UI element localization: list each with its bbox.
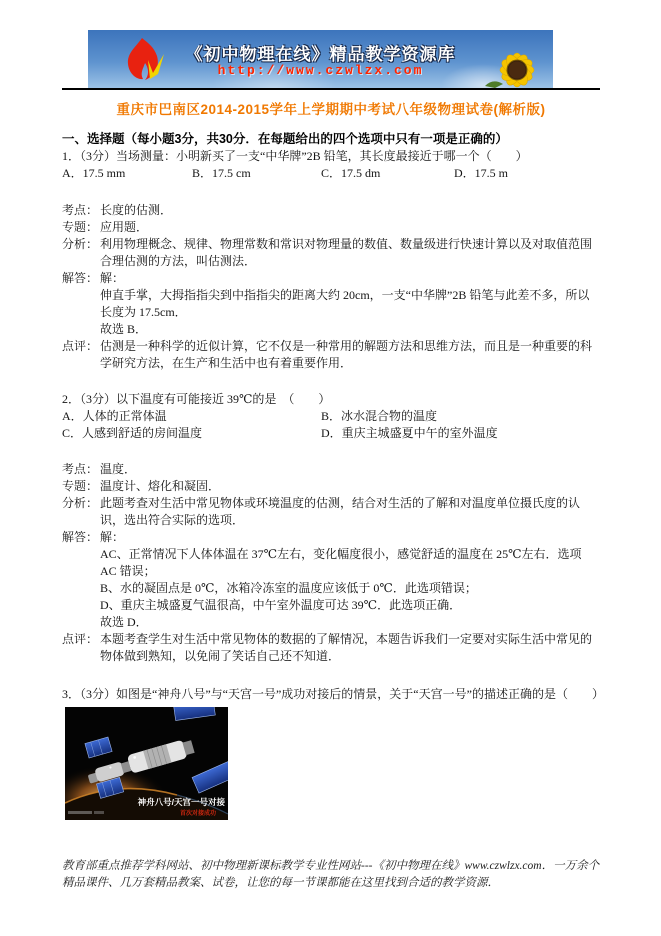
q1-jieda-line: 解： bbox=[100, 271, 125, 285]
jieda-label: 解答： bbox=[62, 271, 99, 285]
option-d: D．重庆主城盛夏中午的室外温度 bbox=[321, 426, 498, 440]
page-title: 重庆市巴南区2014-2015学年上学期期中考试八年级物理试卷(解析版) bbox=[116, 102, 546, 117]
dianping-label: 点评： bbox=[62, 632, 99, 646]
spacecraft-docking-image bbox=[65, 707, 228, 820]
q1-dianping-row bbox=[62, 338, 600, 372]
option-c: C．17.5 dm bbox=[321, 166, 381, 180]
option-a: A．17.5 mm bbox=[62, 166, 126, 180]
fenxi-label: 分析： bbox=[62, 496, 99, 510]
site-logo-icon bbox=[120, 36, 166, 82]
image-subcaption: 首次对接成功 bbox=[179, 811, 217, 817]
q2-jieda bbox=[100, 529, 600, 631]
q1-kaodian: 长度的估测． bbox=[100, 203, 173, 217]
kaodian-label: 考点： bbox=[62, 203, 99, 217]
jieda-label: 解答： bbox=[62, 530, 99, 544]
kaodian-label: 考点： bbox=[62, 462, 99, 476]
q2-fenxi: 此题考查对生活中常见物体或环境温度的估测，结合对生活的了解和对温度单位摄氏度的认识，选出符合实际的选项． bbox=[100, 496, 581, 527]
q2-jieda-row bbox=[62, 529, 600, 631]
q2-jieda-line: D、重庆主城盛夏气温很高，中午室外温度可达 39℃．此选项正确． bbox=[100, 598, 462, 612]
q2-jieda-line: AC、正常情况下人体体温在 37℃左右，变化幅度很小，感觉舒适的温度在 25℃左右．选项 AC 错误； bbox=[100, 547, 582, 578]
q1-zhuanti: 应用题． bbox=[100, 220, 149, 234]
q1-jieda-row bbox=[62, 270, 600, 338]
question-2-options bbox=[62, 408, 600, 442]
q2-jieda-line: B、水的凝固点是 0℃，冰箱冷冻室的温度应该低于 0℃．此选项错误； bbox=[100, 581, 477, 595]
header-divider bbox=[62, 88, 600, 90]
q1-kaodian-row bbox=[62, 202, 600, 219]
option-d: D．17.5 m bbox=[454, 166, 509, 180]
q2-fenxi-row bbox=[62, 495, 600, 529]
image-caption: 神舟八号/天宫一号对接 bbox=[137, 797, 225, 807]
zhuanti-label: 专题： bbox=[62, 479, 99, 493]
page-footer bbox=[62, 858, 606, 892]
banner-title: 《初中物理在线》精品教学资源库 bbox=[185, 44, 456, 64]
q2-jieda-line: 故选 D． bbox=[100, 615, 148, 629]
banner-text-block bbox=[166, 40, 475, 79]
option-c: C．人感到舒适的房间温度 bbox=[62, 426, 203, 440]
section-heading: 一、选择题（每小题3分，共30分．在每题给出的四个选项中只有一项是正确的） bbox=[62, 132, 508, 146]
q2-kaodian: 温度． bbox=[100, 462, 137, 476]
q1-fenxi-row bbox=[62, 236, 600, 270]
q2-zhuanti: 温度计、熔化和凝固． bbox=[100, 479, 221, 493]
q2-jieda-line: 解： bbox=[100, 530, 125, 544]
q1-jieda bbox=[100, 270, 600, 338]
dianping-label: 点评： bbox=[62, 339, 99, 353]
q1-fenxi: 利用物理概念、规律、物理常数和常识对物理量的数值、数量级进行快速计算以及对取值范围合理估测的方法，叫估测法． bbox=[100, 237, 593, 268]
question-3-stem: 3．（3分）如图是“神舟八号”与“天宫一号”成功对接后的情景，关于“天宫一号”的描述正确的是（ ） bbox=[62, 687, 604, 701]
site-banner bbox=[88, 30, 553, 88]
q2-dianping-row bbox=[62, 631, 600, 665]
option-b: B．冰水混合物的温度 bbox=[321, 409, 438, 423]
q2-zhuanti-row bbox=[62, 478, 600, 495]
question-1-stem: 1．（3分）当场测量：小明新买了一支“中华牌”2B 铅笔，其长度最接近于哪一个（ ） bbox=[62, 149, 528, 163]
question-1-options bbox=[62, 165, 600, 182]
zhuanti-label: 专题： bbox=[62, 220, 99, 234]
q2-dianping: 本题考查学生对生活中常见物体的数据的了解情况，本题告诉我们一定要对实际生活中常见的物体做到熟知，以免闹了笑话自己还不知道． bbox=[100, 632, 593, 663]
option-b: B．17.5 cm bbox=[192, 166, 251, 180]
q1-zhuanti-row bbox=[62, 219, 600, 236]
photo-credit bbox=[68, 811, 92, 814]
fenxi-label: 分析： bbox=[62, 237, 99, 251]
option-a: A．人体的正常体温 bbox=[62, 409, 167, 423]
sunflower-image bbox=[475, 30, 553, 88]
q2-kaodian-row bbox=[62, 461, 600, 478]
question-2-stem: 2．（3分）以下温度有可能接近 39℃的是 （ ） bbox=[62, 392, 331, 406]
banner-url-link[interactable]: http://www.czwlzx.com bbox=[217, 63, 424, 79]
q1-dianping: 估测是一种科学的近似计算，它不仅是一种常用的解题方法和思维方法，而且是一种重要的科学研究方法，在生产和生活中也有着重要作用． bbox=[100, 339, 593, 370]
q1-jieda-line: 伸直手掌，大拇指指尖到中指指尖的距离大约 20cm，一支“中华牌”2B 铅笔与此差不多，所以长度为 17.5cm． bbox=[100, 288, 590, 319]
footer-text: 教育部重点推荐学科网站、初中物理新课标教学专业性网站---《初中物理在线》www.czwlzx.com．一万余个精品课件、几万套精品教案、试卷，让您的每一节课都能在这里找到合适的教学资源． bbox=[62, 860, 600, 889]
q1-jieda-line: 故选 B． bbox=[100, 322, 148, 336]
